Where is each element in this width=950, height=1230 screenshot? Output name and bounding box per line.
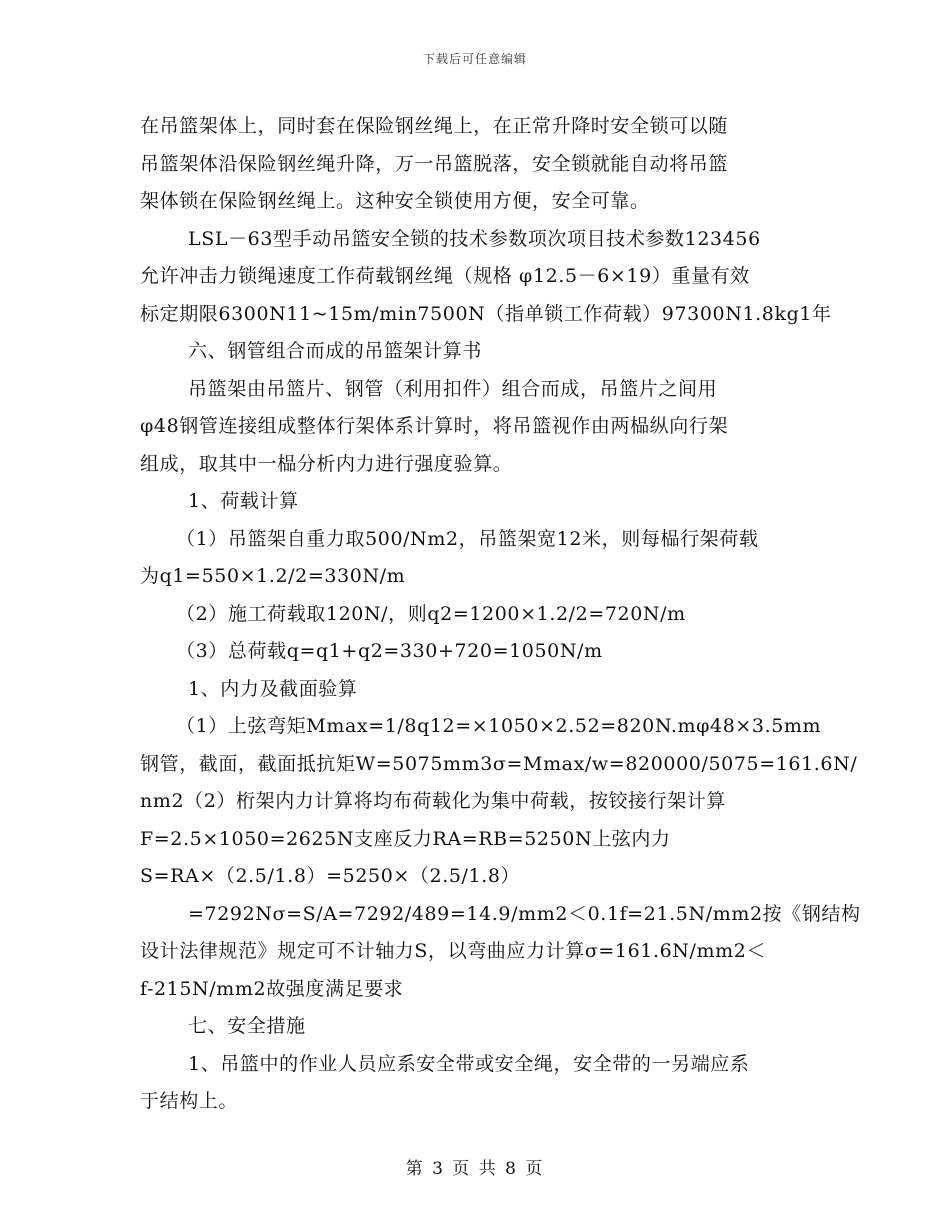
section-heading: 六、钢管组合而成的吊篮架计算书 — [188, 340, 483, 362]
page-header: 下载后可任意编辑 — [422, 52, 527, 66]
text-line: 吊篮架由吊篮片、钢管（利用扣件）组合而成，吊篮片之间用 — [188, 377, 718, 400]
text-line: 于结构上。 — [140, 1090, 239, 1112]
document-body — [140, 108, 861, 1121]
text-line: F=2.5×1050=2625N支座反力RA=RB=5250N上弦内力 — [140, 827, 671, 850]
text-line: φ48钢管连接组成整体行架体系计算时，将吊篮视作由两榀纵向行架 — [140, 415, 729, 437]
text-line: f-215N/mm2故强度满足要求 — [140, 977, 404, 1000]
text-line: 钢管，截面，截面抵抗矩W=5075mm3σ=Mmax/w=820000/5075=161.6N/ — [140, 752, 858, 775]
text-line: 吊篮架体沿保险钢丝绳升降，万一吊篮脱落，安全锁就能自动将吊篮 — [140, 152, 729, 175]
text-line: S=RA×（2.5/1.8）=5250×（2.5/1.8） — [140, 865, 521, 887]
subsection-heading: 1、荷载计算 — [188, 490, 299, 512]
text-line: 在吊篮架体上，同时套在保险钢丝绳上，在正常升降时安全锁可以随 — [140, 115, 729, 137]
text-line: 设计法律规范》规定可不计轴力S，以弯曲应力计算σ=161.6N/mm2＜ — [140, 940, 767, 962]
text-line: （2）施工荷载取120N/，则q2=1200×1.2/2=720N/m — [176, 602, 686, 625]
text-line: 标定期限6300N11~15m/min7500N（指单锁工作荷载）97300N1.8kg1年 — [140, 302, 832, 325]
subsection-heading: 1、内力及截面验算 — [188, 677, 358, 700]
page-footer: 第 3 页 共 8 页 — [405, 1159, 545, 1179]
text-line: LSL－63型手动吊篮安全锁的技术参数项次项目技术参数123456 — [188, 227, 761, 250]
text-line: nm2（2）桁架内力计算将均布荷载化为集中荷载，按铰接行架计算 — [140, 790, 727, 812]
text-line: （3）总荷载q=q1+q2=330+720=1050N/m — [176, 640, 603, 662]
text-line: （1）上弦弯矩Mmax=1/8q12=×1050×2.52=820N.mφ48×3.5mm — [176, 715, 822, 737]
text-line: 组成，取其中一榀分析内力进行强度验算。 — [140, 452, 513, 475]
text-line: （1）吊篮架自重力取500/Nm2，吊篮架宽12米，则每榀行架荷载 — [176, 527, 759, 550]
text-line: 为q1=550×1.2/2=330N/m — [140, 565, 406, 587]
text-line: =7292Nσ=S/A=7292/489=14.9/mm2＜0.1f=21.5N/mm2按《钢结构 — [188, 902, 861, 925]
text-line: 1、吊篮中的作业人员应系安全带或安全绳，安全带的一另端应系 — [188, 1052, 750, 1075]
section-heading: 七、安全措施 — [188, 1015, 306, 1037]
text-line: 允许冲击力锁绳速度工作荷载钢丝绳（规格 φ12.5－6×19）重量有效 — [140, 265, 750, 287]
text-line: 架体锁在保险钢丝绳上。这种安全锁使用方便，安全可靠。 — [140, 190, 650, 212]
